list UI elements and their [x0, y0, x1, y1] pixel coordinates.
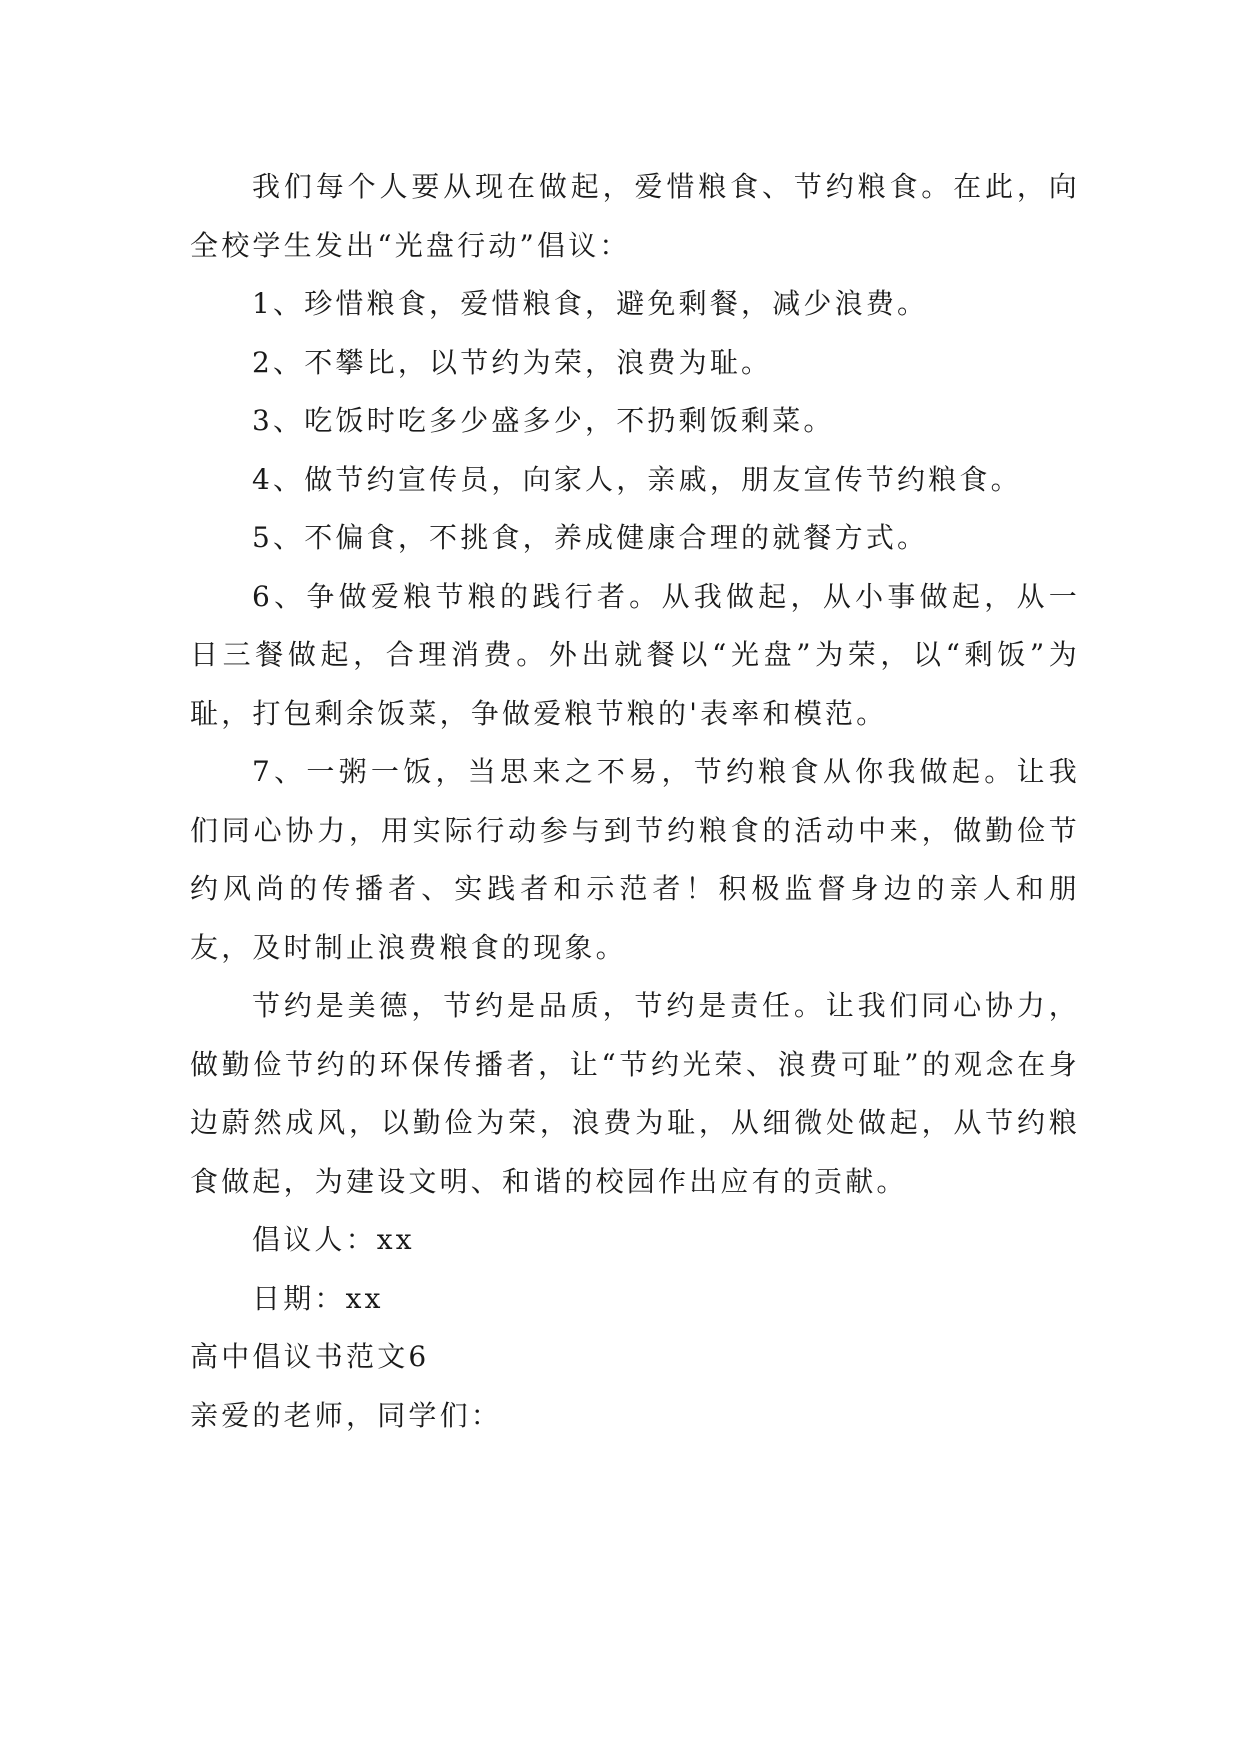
- document-body: [190, 158, 1080, 1445]
- section-heading: 高中倡议书范文6: [190, 1340, 430, 1373]
- list-item-1: 1、珍惜粮食，爱惜粮食，避免剩餐，减少浪费。: [252, 287, 929, 320]
- paragraph-conclusion: 节约是美德，节约是品质，节约是责任。让我们同心协力，做勤俭节约的环保传播者，让“节约光荣、浪费可耻”的观念在身边蔚然成风，以勤俭为荣，浪费为耻，从细微处做起，从节约粮食做起，为建设文明、和谐的校园作出应有的贡献。: [190, 989, 1080, 1198]
- date-line: 日期：xx: [252, 1281, 384, 1315]
- salutation-line: 亲爱的老师，同学们：: [190, 1398, 503, 1432]
- proposer-line: 倡议人：xx: [252, 1223, 415, 1256]
- list-item-6: 6、争做爱粮节粮的践行者。从我做起，从小事做起，从一日三餐做起，合理消费。外出就餐以“光盘”为荣，以“剩饭”为耻，打包剩余饭菜，争做爱粮节粮的'表率和模范。: [190, 579, 1080, 730]
- list-item-3: 3、吃饭时吃多少盛多少，不扔剩饭剩菜。: [252, 404, 835, 437]
- list-item-5: 5、不偏食，不挑食，养成健康合理的就餐方式。: [252, 521, 929, 554]
- paragraph-intro: 我们每个人要从现在做起，爱惜粮食、节约粮食。在此，向全校学生发出“光盘行动”倡议：: [190, 170, 1080, 262]
- list-item-7: 7、一粥一饭，当思来之不易，节约粮食从你我做起。让我们同心协力，用实际行动参与到节约粮食的活动中来，做勤俭节约风尚的传播者、实践者和示范者！积极监督身边的亲人和朋友，及时制止浪费粮食的现象。: [190, 755, 1080, 964]
- list-item-4: 4、做节约宣传员，向家人，亲戚，朋友宣传节约粮食。: [252, 462, 1022, 496]
- list-item-2: 2、不攀比，以节约为荣，浪费为耻。: [252, 345, 773, 379]
